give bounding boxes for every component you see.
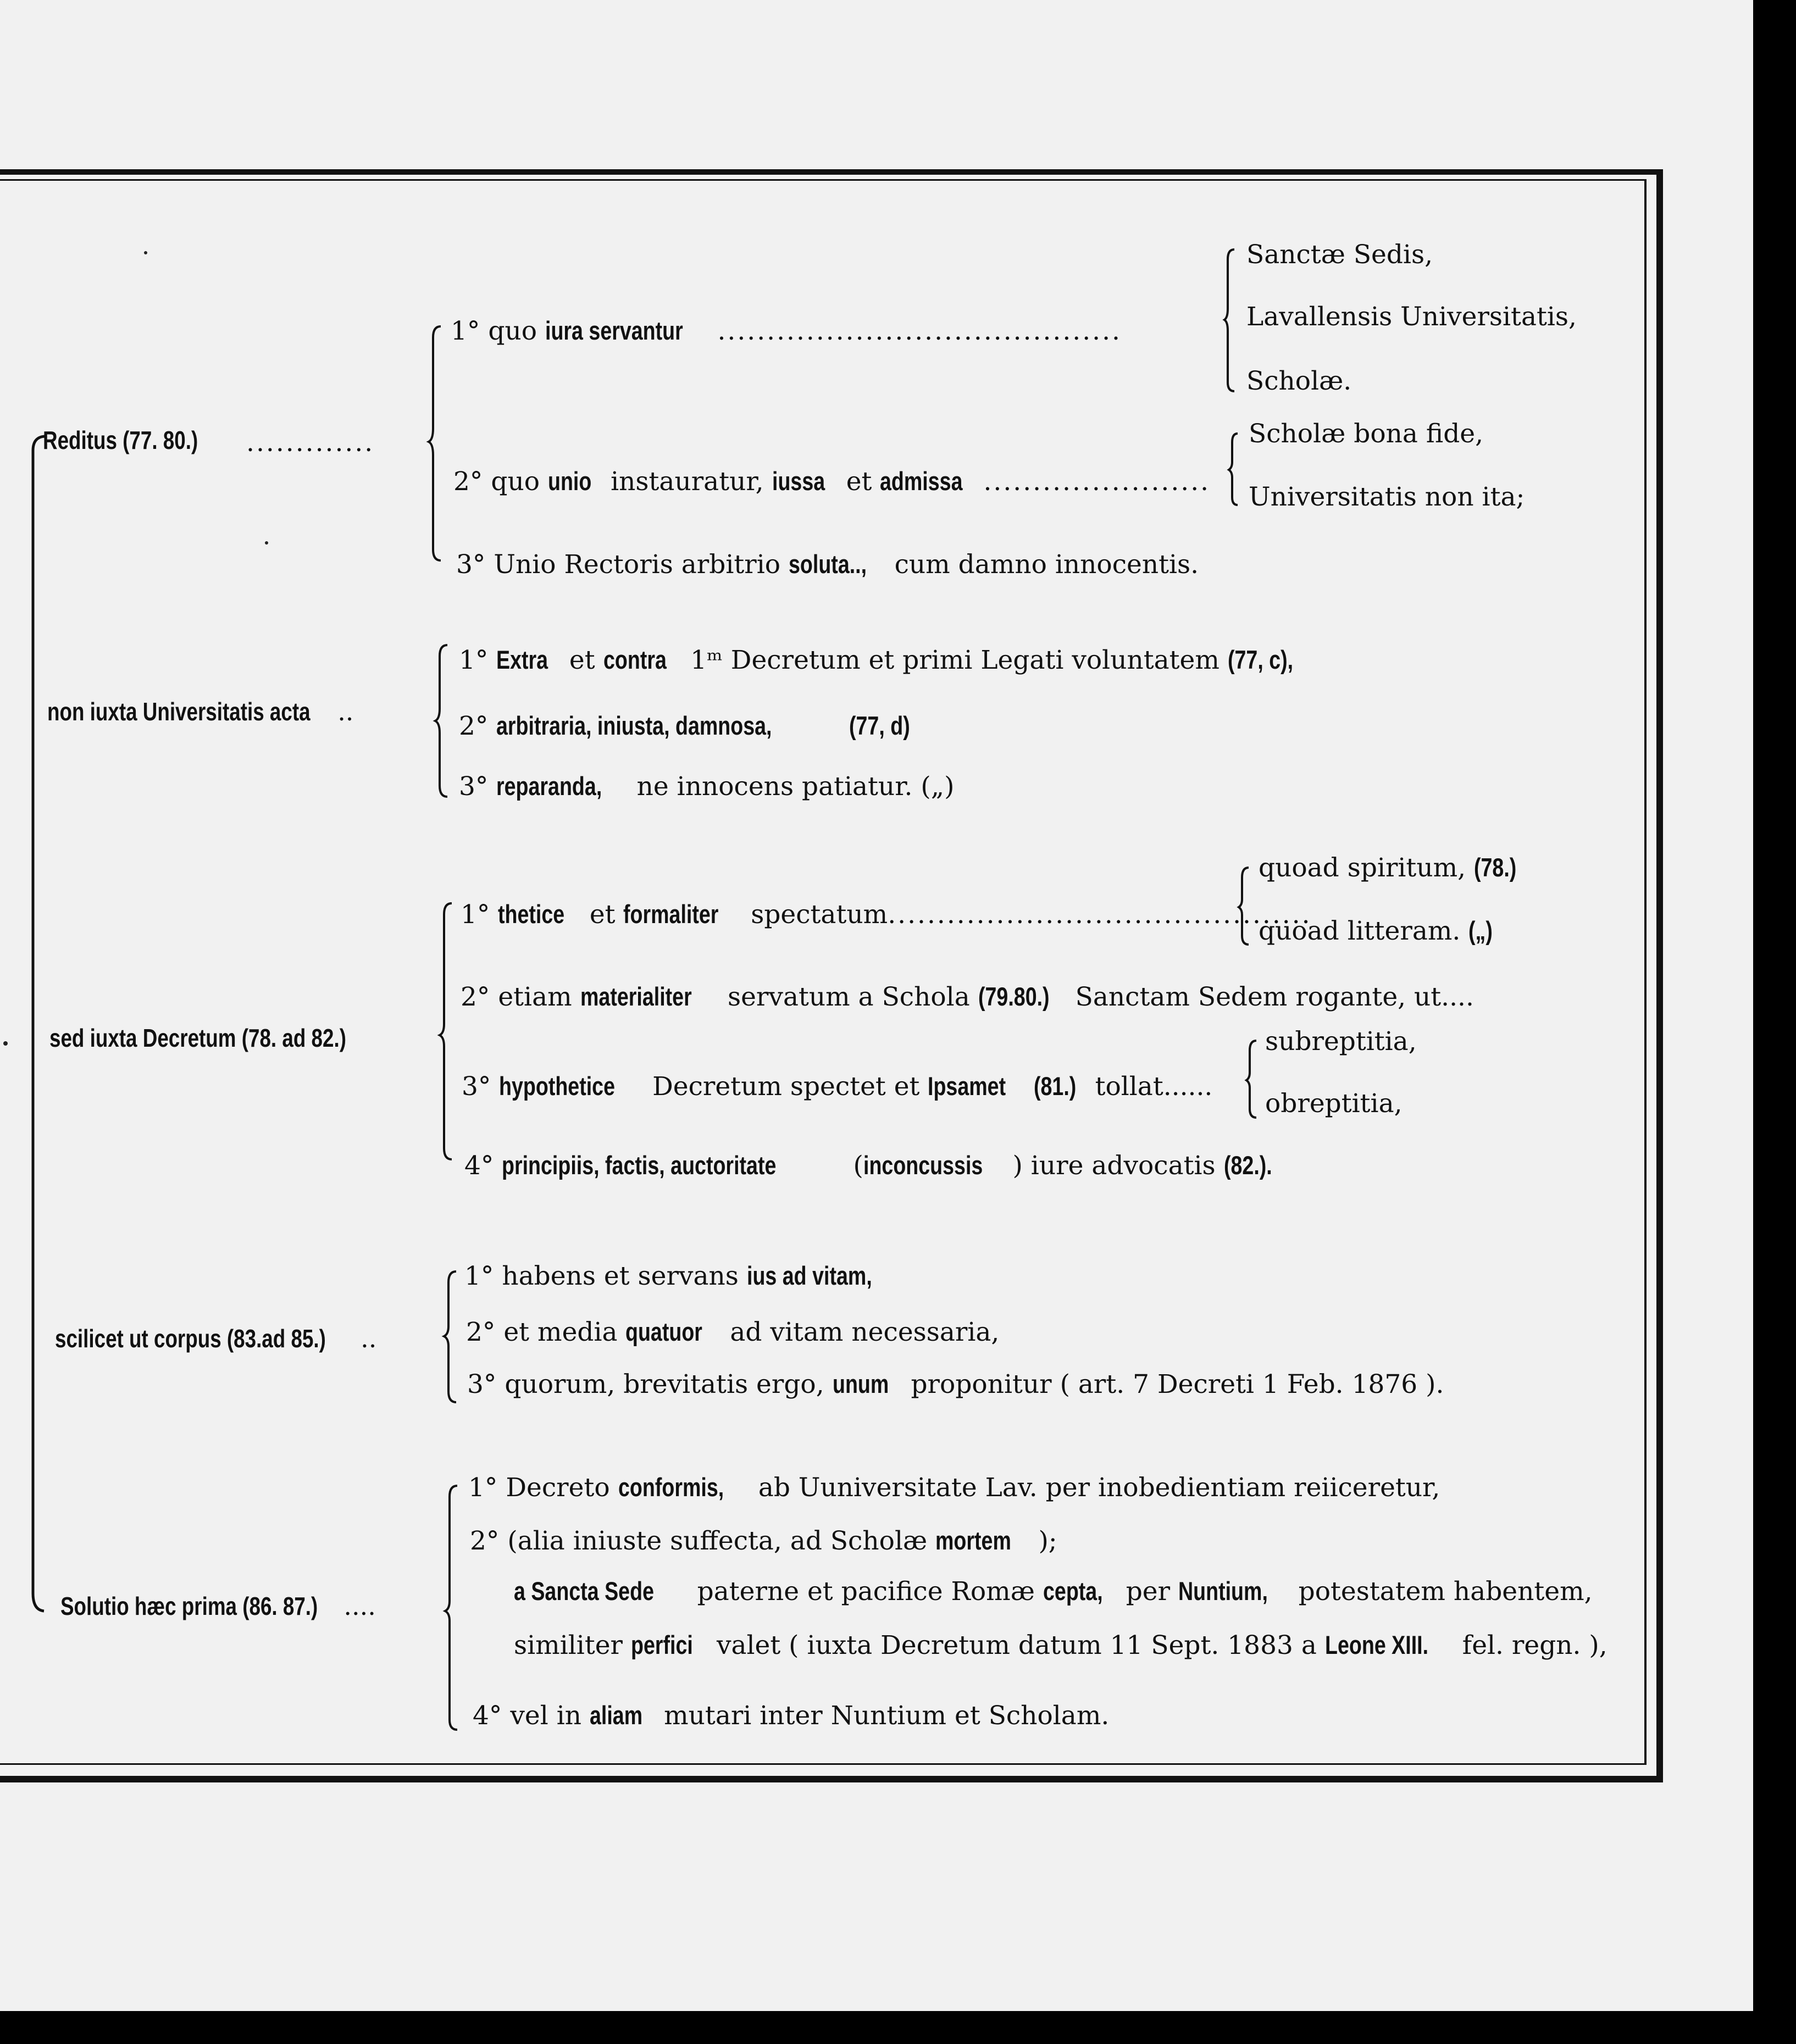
sub-brace xyxy=(1229,431,1245,508)
main-bracket xyxy=(22,434,49,1615)
sub-item: Scholæ bona fide, xyxy=(1249,419,1484,449)
list-item: 2° quo unio instauratur, iussa et admissa ....................... xyxy=(453,466,1211,497)
list-item-continuation: similiter perfici valet ( iuxta Decretum datum 11 Sept. 1883 a Leone XIII. fel. regn. ), xyxy=(514,1630,1607,1660)
scan-speck xyxy=(144,251,147,254)
list-item-continuation: a Sancta Sede paterne et pacifice Romæ cepta, per Nuntium, potestatem habentem, xyxy=(514,1576,1593,1607)
sub-item: Lavallensis Universitatis, xyxy=(1246,302,1577,332)
scan-border-right xyxy=(1753,0,1796,2044)
list-item: 4° vel in aliam mutari inter Nuntium et Scholam. xyxy=(473,1701,1110,1731)
list-item: 1° thetice et formaliter spectatum........................................... xyxy=(461,899,1312,930)
sub-item: Sanctæ Sedis, xyxy=(1246,240,1433,270)
list-item: 1° quo iura servantur ......................................... xyxy=(451,316,1122,346)
list-item: 1° Decreto conformis, ab Uuniversitate Lav. per inobedientiam reiiceretur, xyxy=(468,1473,1440,1503)
list-item: 1° Extra et contra 1ᵐ Decretum et primi Legati voluntatem (77, c), xyxy=(459,645,1294,675)
brace-section-1 xyxy=(429,324,451,566)
section-heading: Reditus (77. 80.) xyxy=(43,426,198,454)
list-item: 2° (alia iniuste suffecta, ad Scholæ mortem ); xyxy=(470,1526,1057,1556)
list-item: 3° hypothetice Decretum spectet et Ipsamet (81.) tollat...... xyxy=(462,1071,1213,1102)
sub-brace xyxy=(1224,247,1241,396)
sub-item: subreptitia, xyxy=(1265,1026,1417,1057)
list-item: 2° arbitraria, iniusta, damnosa, (77, d) xyxy=(459,711,910,741)
list-item: 3° Unio Rectoris arbitrio soluta.., cum damno innocentis. xyxy=(456,549,1199,580)
sub-item: quoad spiritum, (78.) xyxy=(1259,853,1517,883)
sub-item: Scholæ. xyxy=(1246,366,1352,396)
section-heading: sed iuxta Decretum (78. ad 82.) xyxy=(49,1024,346,1052)
list-item: 2° et media quatuor ad vitam necessaria, xyxy=(466,1317,1000,1347)
list-item: 3° reparanda, ne innocens patiatur. („) xyxy=(459,771,955,802)
scan-border-bottom xyxy=(0,2011,1796,2044)
sub-item: quoad litteram. („) xyxy=(1259,916,1493,946)
leader-dots: ............. xyxy=(246,427,375,458)
brace-section-4 xyxy=(444,1269,466,1407)
brace-section-2 xyxy=(435,643,457,802)
list-item: 4° principiis, factis, auctoritate (inconcussis ) iure advocatis (82.). xyxy=(464,1151,1272,1181)
scan-speck xyxy=(3,1041,8,1046)
sub-brace xyxy=(1246,1038,1263,1121)
sub-item: Universitatis non ita; xyxy=(1249,482,1525,512)
section-heading: scilicet ut corpus (83.ad 85.) .. xyxy=(55,1324,377,1353)
brace-section-3 xyxy=(440,901,462,1165)
sub-item: obreptitia, xyxy=(1265,1088,1403,1119)
list-item: 2° etiam materialiter servatum a Schola (79.80.) Sanctam Sedem rogante, ut.... xyxy=(461,982,1474,1012)
section-heading: non iuxta Universitatis acta .. xyxy=(47,697,354,726)
list-item: 1° habens et servans ius ad vitam, xyxy=(464,1261,872,1291)
list-item: 3° quorum, brevitatis ergo, unum proponitur ( art. 7 Decreti 1 Feb. 1876 ). xyxy=(467,1369,1444,1399)
brace-section-5 xyxy=(445,1484,467,1736)
scan-speck xyxy=(265,541,268,545)
sub-brace xyxy=(1239,865,1255,948)
section-heading: Solutio hæc prima (86. 87.) .... xyxy=(60,1591,376,1621)
